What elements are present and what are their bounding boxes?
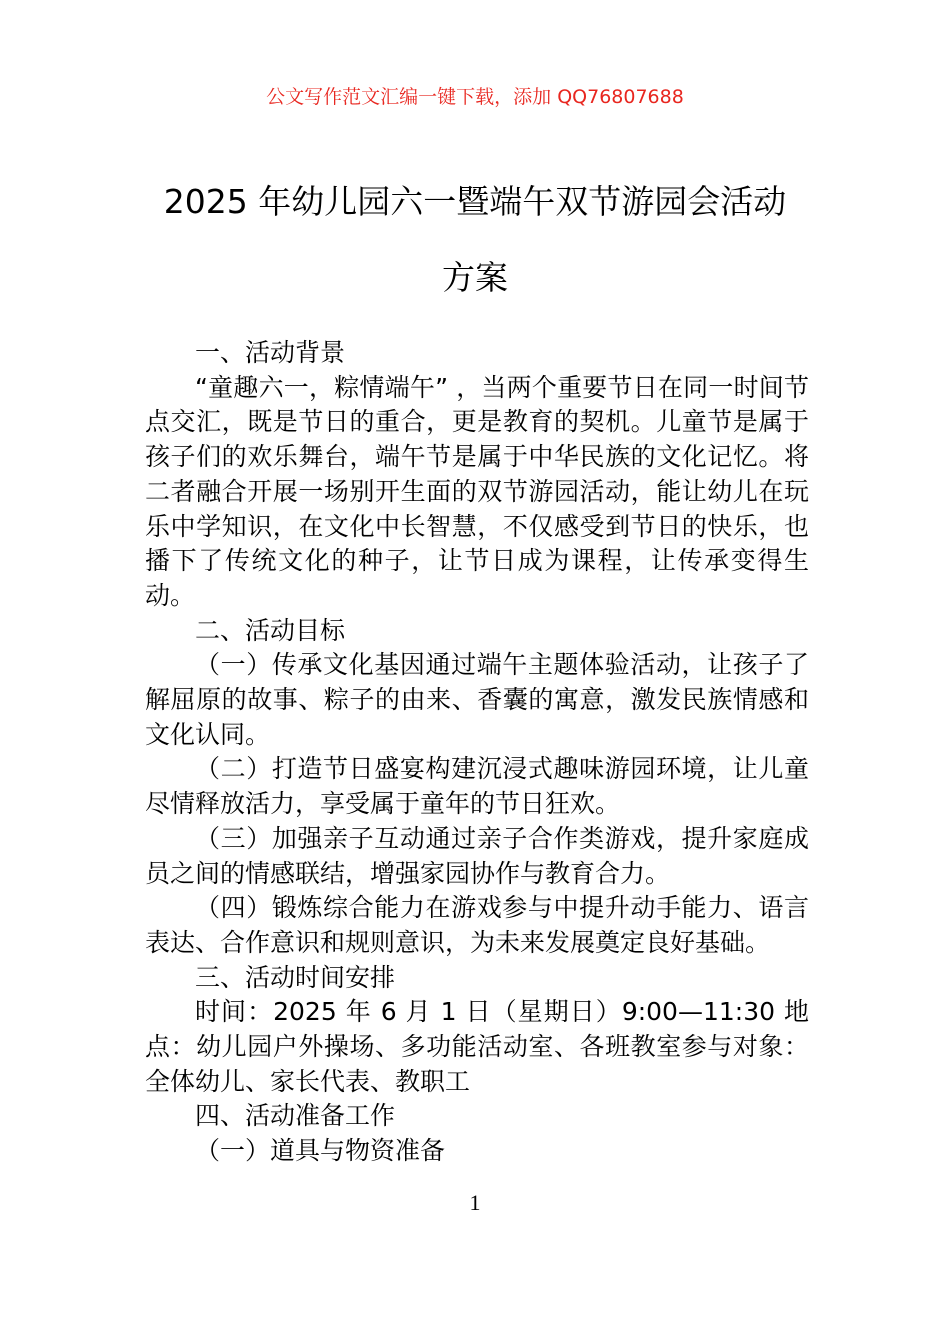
section-heading-preparation: 四、活动准备工作 <box>195 1101 396 1131</box>
paragraph-preparation-1: （一）道具与物资准备 <box>195 1136 446 1166</box>
paragraph-goal-2: （二）打造节日盛宴构建沉浸式趣味游园环境，让儿童尽情释放活力，享受属于童年的节日狂欢。 <box>145 754 809 819</box>
download-banner: 公文写作范文汇编一键下载，添加 QQ76807688 <box>266 86 684 108</box>
document-body <box>145 336 809 1169</box>
section-heading-background: 一、活动背景 <box>195 338 346 367</box>
document-title <box>130 164 820 316</box>
page-number: 1 <box>469 1190 481 1215</box>
section-heading-schedule: 三、活动时间安排 <box>195 962 396 992</box>
paragraph-background: “童趣六一，粽情端午” ，当两个重要节日在同一时间节点交汇，既是节日的重合，更是教育的契机。儿童节是属于孩子们的欢乐舞台，端午节是属于中华民族的文化记忆。将二者融合开展一场别开生面的双节游园活动，能让幼儿在玩乐中学知识，在文化中长智慧，不仅感受到节日的快乐，也播下了传统文化的种子，让节日成为课程，让传承变得生动。 <box>145 372 809 610</box>
section-heading-goals: 二、活动目标 <box>195 615 346 645</box>
paragraph-schedule: 时间：2025 年 6 月 1 日（星期日）9:00—11:30 地点：幼儿园户外操场、多功能活动室、各班教室参与对象：全体幼儿、家长代表、教职工 <box>145 997 809 1096</box>
title-line-2: 方案 <box>442 258 508 297</box>
paragraph-goal-4: （四）锻炼综合能力在游戏参与中提升动手能力、语言表达、合作意识和规则意识，为未来发展奠定良好基础。 <box>145 893 809 957</box>
title-line-1: 2025 年幼儿园六一暨端午双节游园会活动 <box>163 182 787 221</box>
paragraph-goal-1: （一）传承文化基因通过端午主题体验活动，让孩子了解屈原的故事、粽子的由来、香囊的寓意，激发民族情感和文化认同。 <box>145 650 809 749</box>
paragraph-goal-3: （三）加强亲子互动通过亲子合作类游戏，提升家庭成员之间的情感联结，增强家园协作与教育合力。 <box>145 823 809 888</box>
